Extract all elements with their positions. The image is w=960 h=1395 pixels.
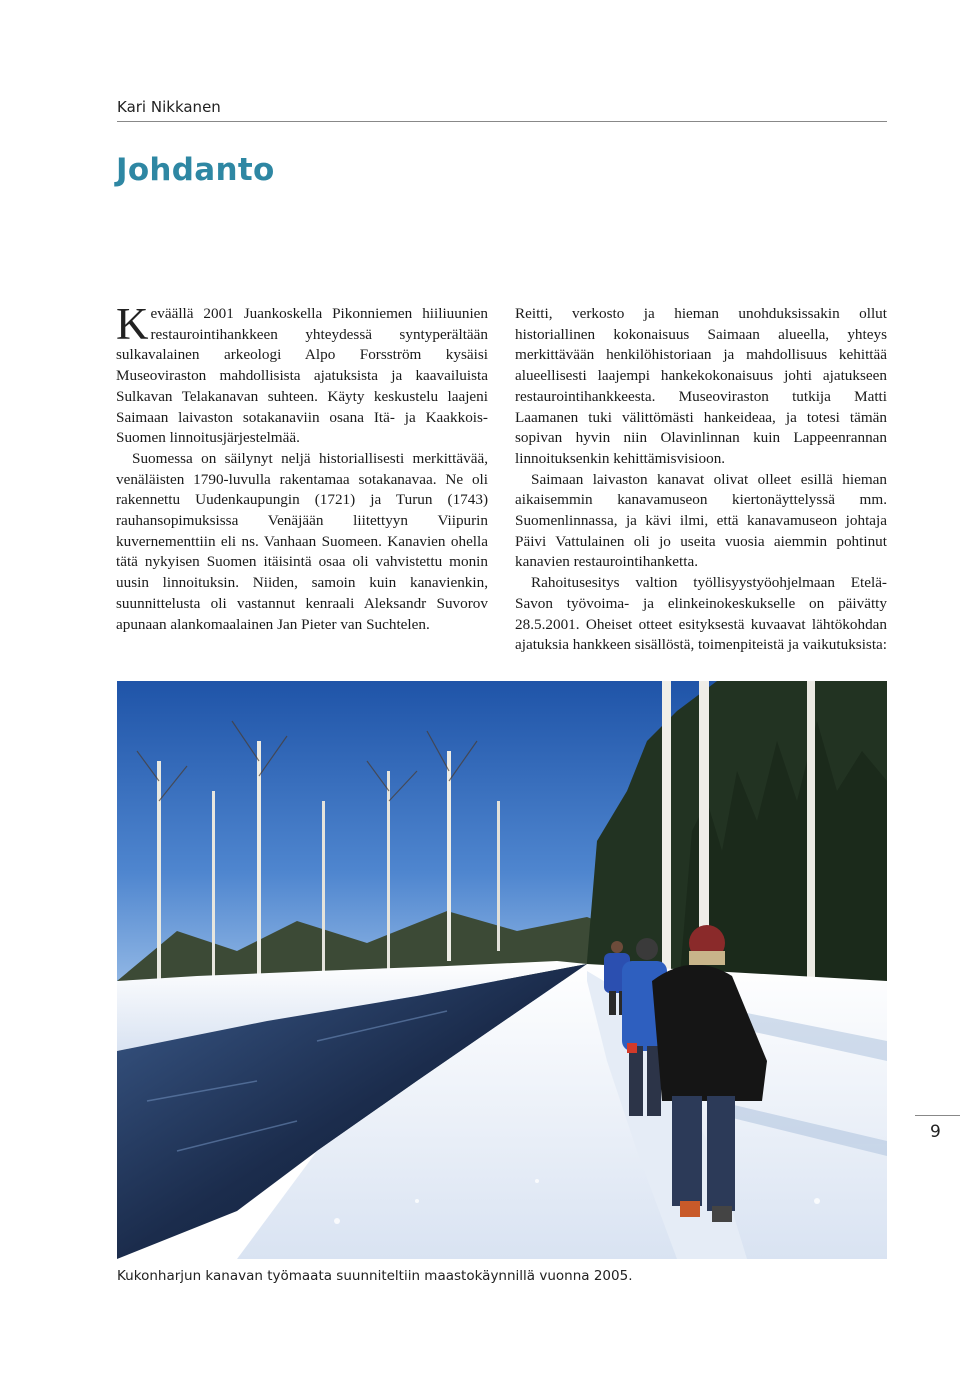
photo-caption: Kukonharjun kanavan työmaata suunniteltiin maastokäynnillä vuonna 2005. — [117, 1268, 633, 1284]
winter-canal-photo — [117, 681, 887, 1259]
text-column-right — [515, 304, 887, 656]
paragraph: Saimaan laivaston kanavat olivat olleet esillä hieman aikaisemmin kanavamuseon kiertonäyttelyssä mm. Suomenlinnassa, ja kävi ilmi, että kanavamuseon johtaja Päivi Vattulainen oli jo useita vuosia aiemmin pohtinut kanavien restaurointihanketta. — [515, 470, 887, 571]
page-number: 9 — [930, 1122, 941, 1142]
author-name: Kari Nikkanen — [117, 98, 221, 116]
paragraph: Rahoitusesitys valtion työllisyystyöohjelmaan Etelä-Savon työvoima- ja elinkeinokeskukselle on päivätty 28.5.2001. Oheiset otteet esityksestä kuvaavat lähtökohdan ajatuksia hankkeen sisällöstä, toimenpiteistä ja vaikutuksista: — [515, 574, 888, 654]
text-column-left — [116, 299, 488, 635]
paragraph-text: eväällä 2001 Juankoskella Pikonniemen hiiliuunien restaurointihankkeen yhteydessä syntyperältään sulkavalainen arkeologi Alpo Forsström kysäisi Museoviraston mahdollisista ajatuksista ja kaavailuista Sulkavan Telakanavan suhteen. Käyty keskustelu laajeni Saimaan laivaston sotakanaviin osana Itä- ja Kaakkois-Suomen linnoitusjärjestelmää. — [116, 305, 488, 447]
header-rule — [117, 121, 887, 122]
paragraph: Reitti, verkosto ja hieman unohduksissakin ollut historiallinen kokonaisuus Saimaan alueella, yhteys merkittävään henkilöhistoriaan ja mahdollisuus kehittää alueellisesti laajempi hankekokonaisuus johti ajatukseen restaurointihankkeesta. Museoviraston tutkija Matti Laamanen tuki välittömästi hankeideaa, ja totesi tämän sopivan hyvin niin Olavinlinnan kuin Lappeenrannan linnoituksenkin kehittämisvisioon. — [515, 305, 887, 467]
paragraph — [116, 299, 488, 449]
drop-cap: K — [116, 299, 149, 349]
paragraph: Suomessa on säilynyt neljä historiallisesti merkittävää, venäläisten 1790-luvulla rakentamaa sotakanavaa. Ne oli rakennettu Uudenkaupungin (1721) ja Turun (1743) rauhansopimuksissa Venäjään liitettyyn Viipurin kuvernementtiin eli ns. Vanhaan Suomeen. Kanavien ohella tätä nykyisen Suomen itäisintä osaa oli vahvistettu monin uusin linnoituksin. Niiden, samoin kuin kanavienkin, suunnittelusta oli vastannut kenraali Aleksandr Suvorov apunaan alankomaalainen Jan Pieter van Suchtelen. — [116, 449, 488, 633]
page-number-rule — [915, 1115, 960, 1116]
page-title: Johdanto — [116, 152, 275, 188]
